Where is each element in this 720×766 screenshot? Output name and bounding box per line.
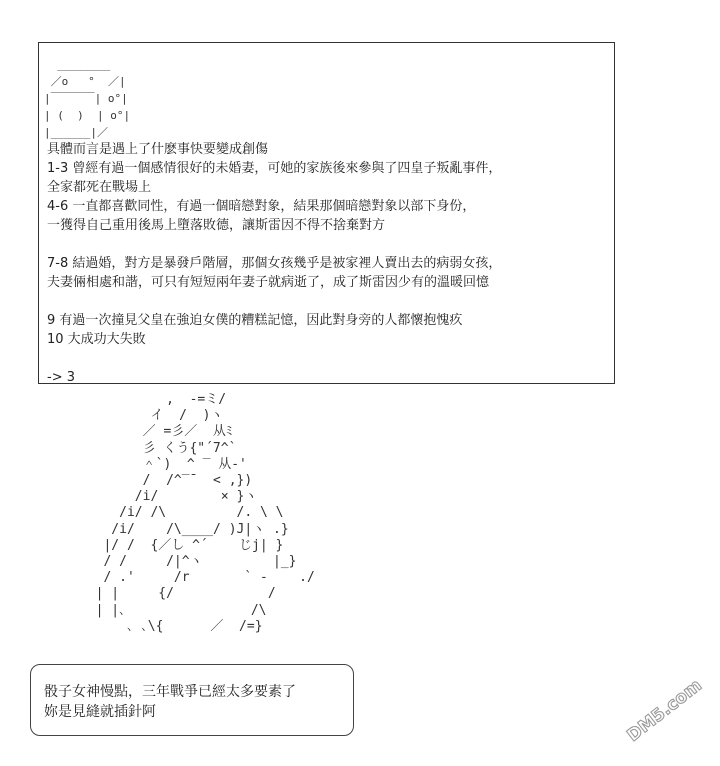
bubble-line: 妳是見縫就插針阿 xyxy=(44,704,156,720)
dice-art: ________ ／o ° ／| |￣￣￣￣| o°| | ( ) | o°| |______|／ xyxy=(44,58,131,139)
panel-left-border xyxy=(38,42,39,384)
panel-item: 夫妻倆相處和諧，可只有短短兩年妻子就病逝了，成了斯雷因少有的溫暖回憶 xyxy=(47,275,490,290)
panel-top-border xyxy=(38,42,615,43)
panel-item: 10 大成功大失敗 xyxy=(47,332,146,347)
panel-result: -> 3 xyxy=(47,370,75,385)
panel-gap xyxy=(47,349,607,368)
panel-item: 一獲得自己重用後馬上墮落敗德，讓斯雷因不得不捨棄對方 xyxy=(47,218,386,233)
panel-gap xyxy=(47,292,607,311)
character-ascii-art: , -=ミ/ イ / )ヽ ／ =彡／ 从ﾐ 彡 くう{"´7^` ＾`) ^ ‾ 从-' / /^‾¯ < ,}) /i/ × }ヽ /i/ /\ /. \ \ /i/ /\____/ )J|ヽ .} |/ / {／し ^´ じj| } / / /|^ヽ |_} / .' /r ` - ./ | | {/ / | |､ /\ ､ ､\{ ／ /=} xyxy=(95,392,315,634)
speech-bubble-text xyxy=(44,682,296,722)
panel-item: 4-6 一直都喜歡同性，有過一個暗戀對象，結果那個暗戀對象以部下身份， xyxy=(47,199,476,214)
panel-lines xyxy=(47,140,607,387)
panel-item: 9 有過一次撞見父皇在強迫女僕的糟糕記憶，因此對身旁的人都懷抱愧疚 xyxy=(47,313,463,328)
panel-item: 7-8 結過婚，對方是暴發戶階層，那個女孩幾乎是被家裡人賣出去的病弱女孩， xyxy=(47,256,502,271)
watermark-logo xyxy=(622,668,706,752)
watermark-text: DM5.com xyxy=(623,675,706,747)
panel-intro: 具體而言是遇上了什麽事快要變成創傷 xyxy=(47,142,269,157)
panel-right-border xyxy=(614,42,615,384)
panel-gap xyxy=(47,235,607,254)
panel-item: 1-3 曾經有過一個感情很好的未婚妻，可她的家族後來參與了四皇子叛亂事件， xyxy=(47,161,502,176)
bubble-line: 骰子女神慢點，三年戰爭已經太多要素了 xyxy=(44,684,296,700)
panel-item: 全家都死在戰場上 xyxy=(47,180,152,195)
